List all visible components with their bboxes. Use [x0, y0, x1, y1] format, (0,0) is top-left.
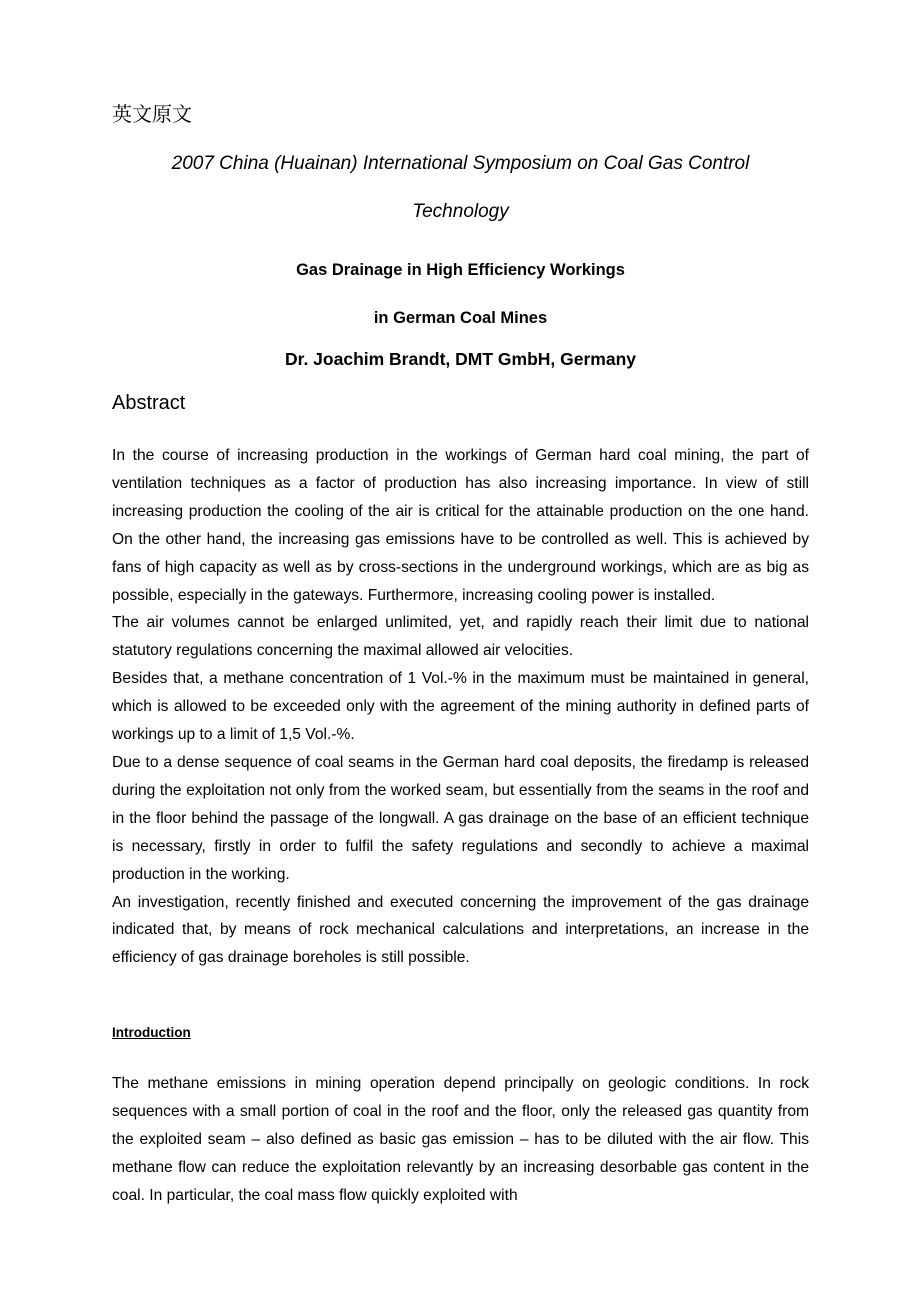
introduction-paragraph: The methane emissions in mining operation depend principally on geologic conditions. In rock sequences with a small portion of coal in the roof and the floor, only the released gas quantity from the exploited seam – also defined as basic gas emission – has to be diluted with the air flow. This methane flow can reduce the exploitation relevantly by an increasing desorbable gas content in the coal. In particular, the coal mass flow quickly exploited with — [112, 1075, 809, 1204]
introduction-body — [112, 1070, 809, 1210]
abstract-paragraph: Besides that, a methane concentration of 1 Vol.-% in the maximum must be maintained in general, which is allowed to be exceeded only with the agreement of the mining authority in defined parts of workings up to a limit of 1,5 Vol.-%. — [112, 670, 809, 744]
symposium-title-line-2: Technology — [412, 201, 509, 222]
abstract-paragraph: In the course of increasing production in the workings of German hard coal mining, the part of ventilation techniques as a factor of production has also increasing importance. In view of still increasing production the cooling of the air is critical for the attainable production on the one hand. On the other hand, the increasing gas emissions have to be controlled as well. This is achieved by fans of high capacity as well as by cross-sections in the underground workings, which are as big as possible, especially in the gateways. Furthermore, increasing cooling power is installed. — [112, 447, 809, 604]
paper-title-line-1: Gas Drainage in High Efficiency Workings — [296, 261, 625, 279]
chinese-heading: 英文原文 — [112, 102, 192, 126]
paper-title-line-2: in German Coal Mines — [373, 309, 548, 327]
abstract-paragraph: The air volumes cannot be enlarged unlimited, yet, and rapidly reach their limit due to national statutory regulations concerning the maximal allowed air velocities. — [112, 614, 809, 660]
abstract-paragraph: An investigation, recently finished and executed concerning the improvement of the gas drainage indicated that, by means of rock mechanical calculations and interpretations, an increase in the efficiency of gas drainage boreholes is still possible. — [112, 893, 809, 967]
introduction-heading: Introduction — [112, 1025, 191, 1040]
abstract-paragraph: Due to a dense sequence of coal seams in the German hard coal deposits, the firedamp is released during the exploitation not only from the worked seam, but essentially from the seams in the roof and in the floor behind the passage of the longwall. A gas drainage on the base of an efficient technique is necessary, firstly in order to fulfil the safety regulations and secondly to achieve a maximal production in the working. — [112, 753, 809, 883]
symposium-title-line-1: 2007 China (Huainan) International Symposium on Coal Gas Control — [171, 153, 750, 174]
author-line: Dr. Joachim Brandt, DMT GmbH, Germany — [284, 349, 637, 369]
abstract-body — [112, 442, 809, 972]
abstract-heading: Abstract — [112, 392, 186, 414]
